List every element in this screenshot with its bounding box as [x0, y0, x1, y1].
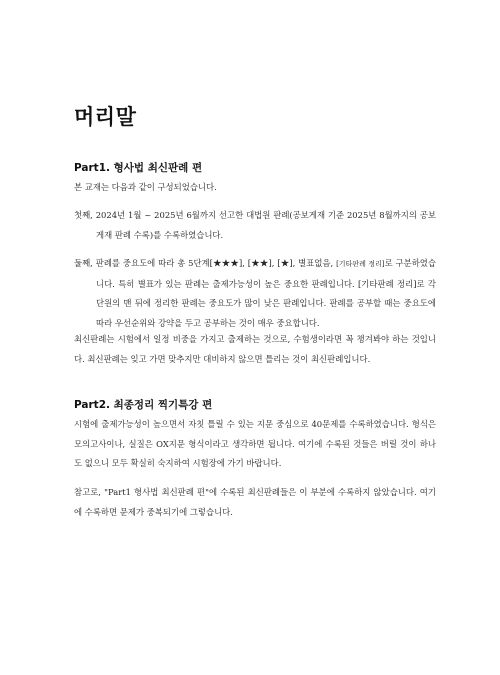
part1-closing: 최신판례는 시험에서 일정 비중을 가지고 출제하는 것으로, 수험생이라면 꼭 챙겨봐야 하는 것입니다. 최신판례는 잊고 가면 맞추지만 대비하지 않으면 틀리는 것이 최신판례입니다.	[74, 334, 436, 364]
part2-para-2: 참고로, "Part1 형사법 최신판례 편"에 수록된 최신판례들은 이 부분에 수록하지 않았습니다. 여기에 수록하면 문제가 중복되기에 그렇습니다.	[74, 487, 436, 517]
page-title: 머리말	[74, 105, 137, 129]
part2-para-1: 시험에 출제가능성이 높으면서 자칫 틀릴 수 있는 지문 중심으로 40문제를 수록하였습니다. 형식은 모의고사이나, 실질은 OX지문 형식이라고 생각하면 됩니다. 여기에 수록된 것들은 버릴 것이 하나도 없으니 모두 확실히 숙지하여 시험장에 가기 바랍니다.	[74, 419, 436, 469]
part1-item-1	[74, 206, 436, 245]
item-1-text: 2024년 1월 ~ 2025년 6월까지 선고한 대법원 판례(공보게재 기준 2025년 8월까지의 공보게재 판례 수록)를 수록하였습니다.	[95, 210, 436, 240]
part1-intro: 본 교재는 다음과 같이 구성되었습니다.	[74, 182, 217, 192]
item-2-label: 둘째,	[74, 258, 93, 268]
item-2-note: [기타판례 정리]	[336, 260, 385, 268]
part1-heading: Part1. 형사법 최신판례 편	[74, 162, 203, 174]
part1-item-2	[74, 254, 436, 333]
item-1-label: 첫째,	[74, 210, 93, 220]
item-2-text-b: 로 구분하였습니다. 특히 별표가 있는 판례는 출제가능성이 높은 중요한 판례입니다. [기타판례 정리]로 각 단원의 맨 뒤에 정리한 판례는 중요도가 많이 낮은 판례입니다. 판례를 공부할 때는 중요도에 따라 우선순위와 강약을 두고 공부하는 것이 매우 중요합니다.	[96, 258, 436, 328]
item-2-text-a: 판례를 중요도에 따라 총 5단계[★★★], [★★], [★], 별표없음,	[95, 258, 337, 268]
part2-heading: Part2. 최종정리 찍기특강 편	[74, 399, 213, 411]
